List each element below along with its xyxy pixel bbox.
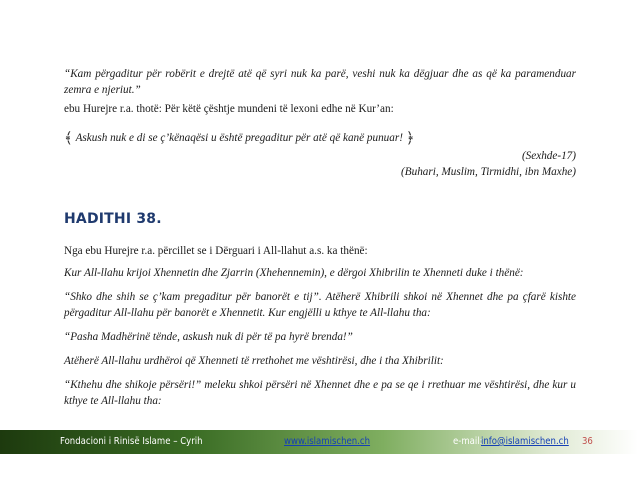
- narration-line: ebu Hurejre r.a. thotë: Për këtë çështje mundeni të lexoni edhe në Kur’an:: [64, 103, 394, 115]
- ornament-close-icon: ﴿: [405, 131, 415, 147]
- quran-verse-line: [64, 130, 576, 147]
- hadith-line-5: “Pasha Madhërinë tënde, askush nuk di për të pa hyrë brenda!”: [64, 331, 353, 343]
- hadith-line-1: Nga ebu Hurejre r.a. përcillet se i Dërguari i All-llahut a.s. ka thënë:: [64, 245, 368, 257]
- footer-organization: Fondacioni i Rinisë Islame – Cyrih: [60, 436, 203, 447]
- footer-bar: [0, 430, 638, 454]
- quran-verse-text: Askush nuk e di se ç’kënaqësi u është pregaditur për atë që kanë punuar!: [72, 132, 406, 144]
- hadith-line-2: Kur All-llahu krijoi Xhennetin dhe Zjarrin (Xhehennemin), e dërgoi Xhibrilin te Xhenneti duke i thënë:: [64, 267, 524, 279]
- verse-reference: (Sexhde-17): [521, 150, 576, 162]
- quote-line-2: zemra e njeriut.”: [64, 84, 141, 96]
- footer-website-link[interactable]: www.islamischen.ch: [284, 436, 371, 447]
- hadith-line-8: kthye te All-llahu tha:: [64, 395, 162, 407]
- quote-line-1: “Kam përgaditur për robërit e drejtë atë që syri nuk ka parë, veshi nuk ka dëgjuar dhe as që ka paramenduar: [64, 68, 576, 80]
- page-number: 36: [582, 436, 593, 447]
- hadith-line-4: përgaditur All-llahu për banorët e Xhennetit. Kur engjëlli u kthye te All-llahu tha:: [64, 307, 431, 319]
- hadith-line-7: “Kthehu dhe shikoje përsëri!” meleku shkoi përsëri në Xhennet dhe e pa se qe i rrethuar me vështirësi, dhe kur u: [64, 379, 576, 391]
- footer-email-link[interactable]: info@islamischen.ch: [481, 436, 569, 447]
- hadith-line-6: Atëherë All-llahu urdhëroi që Xhenneti të rrethohet me vështirësi, dhe i tha Xhibrilit:: [64, 355, 444, 367]
- ornament-open-icon: ﴾: [64, 131, 73, 147]
- section-heading: HADITHI 38.: [64, 211, 162, 227]
- hadith-sources: (Buhari, Muslim, Tirmidhi, ibn Maxhe): [401, 166, 576, 178]
- footer-email-label: e-mail:: [453, 436, 483, 447]
- hadith-line-3: “Shko dhe shih se ç’kam pregaditur për banorët e tij”. Atëherë Xhibrili shkoi në Xhennet dhe pa çfarë kishte: [64, 291, 576, 303]
